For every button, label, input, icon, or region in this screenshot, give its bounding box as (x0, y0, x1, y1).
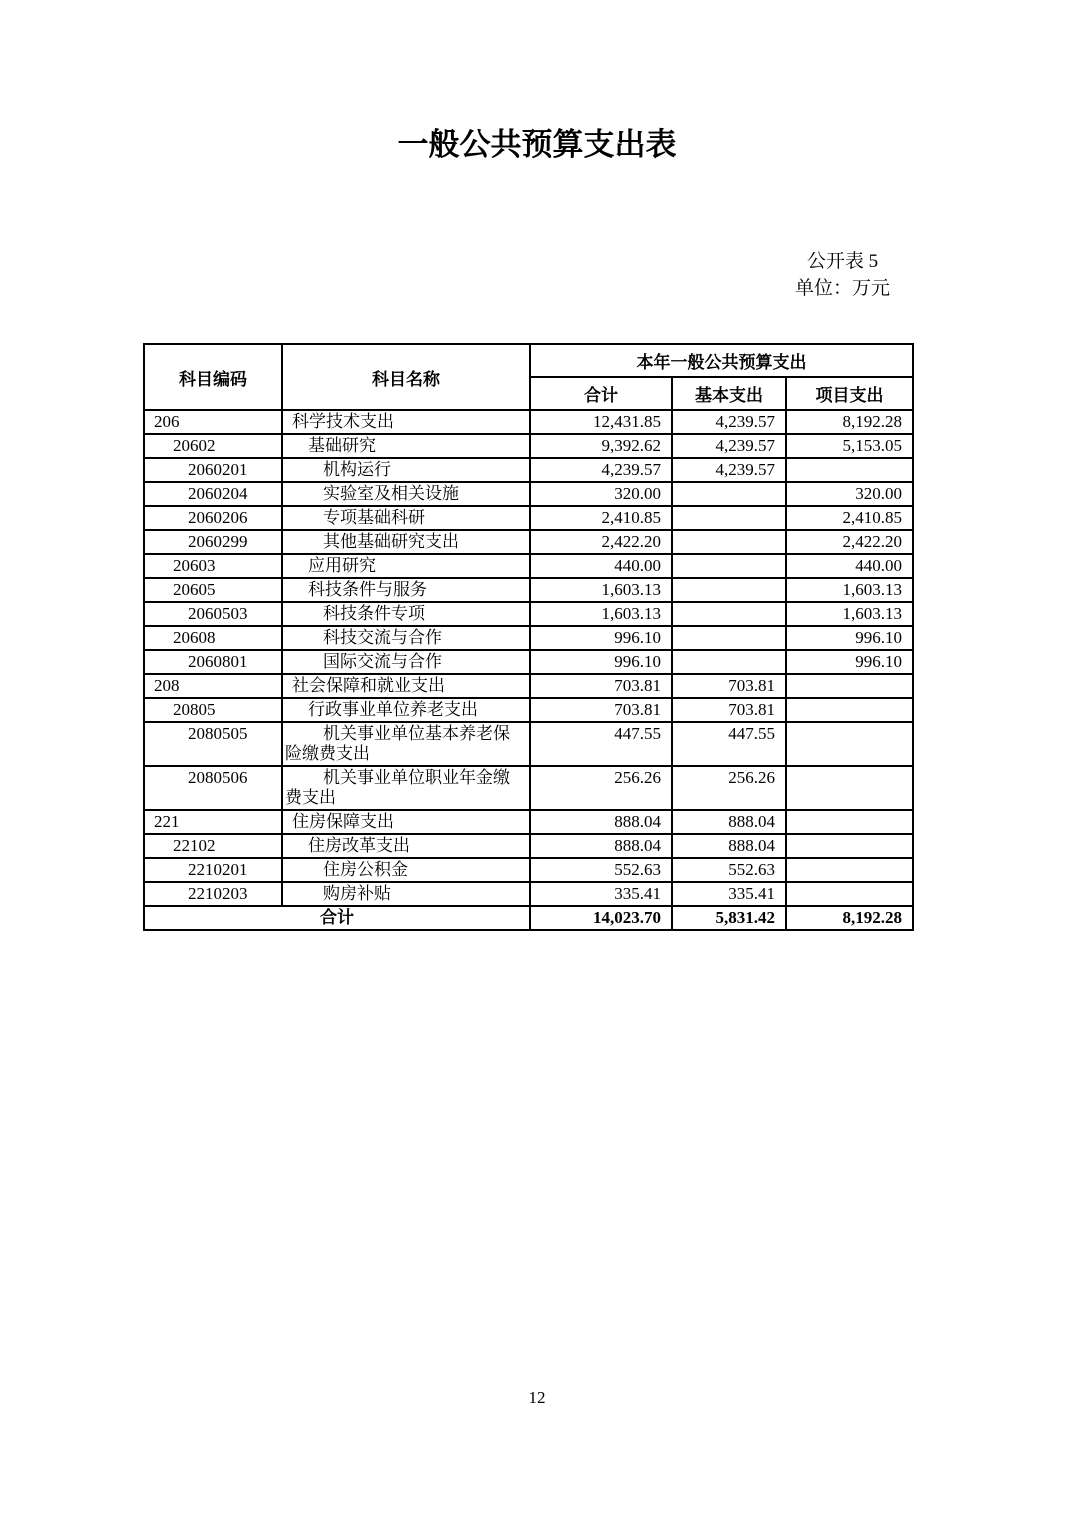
grand-project-cell: 8,192.28 (786, 906, 913, 930)
table-row (144, 578, 913, 602)
subject-name-cell: 机构运行 (282, 458, 530, 482)
table-row (144, 650, 913, 674)
subject-code-cell: 221 (144, 810, 282, 834)
basic-value-cell (672, 626, 786, 650)
table-row (144, 410, 913, 434)
page-number: 12 (528, 1388, 546, 1407)
total-label-cell: 合计 (144, 906, 530, 930)
total-value-cell: 996.10 (530, 626, 672, 650)
table-row (144, 858, 913, 882)
subject-code-cell: 208 (144, 674, 282, 698)
total-value-cell: 888.04 (530, 834, 672, 858)
grand-basic-cell: 5,831.42 (672, 906, 786, 930)
project-value-cell (786, 858, 913, 882)
col-header-group: 本年一般公共预算支出 (530, 344, 913, 377)
project-value-cell: 8,192.28 (786, 410, 913, 434)
project-value-cell: 1,603.13 (786, 578, 913, 602)
basic-value-cell (672, 554, 786, 578)
subject-name-cell: 应用研究 (282, 554, 530, 578)
subject-name-cell: 机关事业单位基本养老保险缴费支出 (282, 722, 530, 766)
total-value-cell: 552.63 (530, 858, 672, 882)
total-value-cell: 440.00 (530, 554, 672, 578)
unit-label: 单位：万元 (794, 278, 890, 299)
subject-name-cell: 科学技术支出 (282, 410, 530, 434)
budget-table (143, 343, 914, 931)
table-body (144, 410, 913, 930)
total-value-cell: 2,410.85 (530, 506, 672, 530)
subject-code-cell: 2210203 (144, 882, 282, 906)
table-header (144, 344, 913, 410)
project-value-cell: 5,153.05 (786, 434, 913, 458)
subject-name-cell: 基础研究 (282, 434, 530, 458)
subject-code-cell: 2060201 (144, 458, 282, 482)
table-total-row (144, 906, 913, 930)
subject-code-cell: 2210201 (144, 858, 282, 882)
subject-code-cell: 2060503 (144, 602, 282, 626)
project-value-cell (786, 810, 913, 834)
page-title: 一般公共预算支出表 (397, 127, 677, 162)
sheet-label: 公开表 5 (806, 251, 879, 272)
project-value-cell: 2,410.85 (786, 506, 913, 530)
total-value-cell: 12,431.85 (530, 410, 672, 434)
subject-code-cell: 20602 (144, 434, 282, 458)
basic-value-cell: 888.04 (672, 834, 786, 858)
total-value-cell: 320.00 (530, 482, 672, 506)
total-value-cell: 703.81 (530, 674, 672, 698)
basic-value-cell (672, 602, 786, 626)
grand-total-cell: 14,023.70 (530, 906, 672, 930)
basic-value-cell: 552.63 (672, 858, 786, 882)
subject-code-cell: 20608 (144, 626, 282, 650)
subject-code-cell: 2060204 (144, 482, 282, 506)
subject-name-cell: 机关事业单位职业年金缴费支出 (282, 766, 530, 810)
project-value-cell: 320.00 (786, 482, 913, 506)
project-value-cell (786, 766, 913, 810)
project-value-cell (786, 698, 913, 722)
col-header-project: 项目支出 (786, 377, 913, 410)
project-value-cell (786, 882, 913, 906)
basic-value-cell (672, 650, 786, 674)
total-value-cell: 703.81 (530, 698, 672, 722)
col-header-basic: 基本支出 (672, 377, 786, 410)
project-value-cell: 996.10 (786, 650, 913, 674)
table-row (144, 530, 913, 554)
subject-code-cell: 2060299 (144, 530, 282, 554)
subject-code-cell: 2060801 (144, 650, 282, 674)
basic-value-cell: 335.41 (672, 882, 786, 906)
project-value-cell (786, 674, 913, 698)
project-value-cell: 996.10 (786, 626, 913, 650)
total-value-cell: 1,603.13 (530, 602, 672, 626)
table-row (144, 434, 913, 458)
basic-value-cell: 4,239.57 (672, 458, 786, 482)
basic-value-cell: 703.81 (672, 698, 786, 722)
project-value-cell (786, 834, 913, 858)
table-row (144, 766, 913, 810)
table-row (144, 810, 913, 834)
subject-code-cell: 20603 (144, 554, 282, 578)
basic-value-cell: 888.04 (672, 810, 786, 834)
table-row (144, 506, 913, 530)
project-value-cell: 2,422.20 (786, 530, 913, 554)
subject-name-cell: 购房补贴 (282, 882, 530, 906)
table-row (144, 458, 913, 482)
total-value-cell: 335.41 (530, 882, 672, 906)
subject-name-cell: 住房改革支出 (282, 834, 530, 858)
project-value-cell (786, 722, 913, 766)
subject-code-cell: 2080505 (144, 722, 282, 766)
subject-code-cell: 22102 (144, 834, 282, 858)
subject-name-cell: 科技条件与服务 (282, 578, 530, 602)
table-row (144, 698, 913, 722)
basic-value-cell: 256.26 (672, 766, 786, 810)
table-row (144, 882, 913, 906)
total-value-cell: 9,392.62 (530, 434, 672, 458)
total-value-cell: 256.26 (530, 766, 672, 810)
basic-value-cell: 4,239.57 (672, 410, 786, 434)
basic-value-cell: 703.81 (672, 674, 786, 698)
col-header-subject-code: 科目编码 (144, 344, 282, 410)
project-value-cell: 1,603.13 (786, 602, 913, 626)
subject-name-cell: 住房保障支出 (282, 810, 530, 834)
table-row (144, 554, 913, 578)
subject-name-cell: 行政事业单位养老支出 (282, 698, 530, 722)
subject-name-cell: 社会保障和就业支出 (282, 674, 530, 698)
total-value-cell: 888.04 (530, 810, 672, 834)
table-row (144, 626, 913, 650)
total-value-cell: 4,239.57 (530, 458, 672, 482)
basic-value-cell (672, 578, 786, 602)
subject-name-cell: 科技条件专项 (282, 602, 530, 626)
table-row (144, 722, 913, 766)
basic-value-cell (672, 482, 786, 506)
subject-name-cell: 科技交流与合作 (282, 626, 530, 650)
table-row (144, 602, 913, 626)
subject-code-cell: 20805 (144, 698, 282, 722)
basic-value-cell (672, 506, 786, 530)
subject-code-cell: 2080506 (144, 766, 282, 810)
subject-code-cell: 2060206 (144, 506, 282, 530)
total-value-cell: 2,422.20 (530, 530, 672, 554)
subject-name-cell: 住房公积金 (282, 858, 530, 882)
basic-value-cell: 4,239.57 (672, 434, 786, 458)
total-value-cell: 1,603.13 (530, 578, 672, 602)
basic-value-cell (672, 530, 786, 554)
subject-name-cell: 专项基础科研 (282, 506, 530, 530)
total-value-cell: 447.55 (530, 722, 672, 766)
subject-name-cell: 实验室及相关设施 (282, 482, 530, 506)
subject-name-cell: 国际交流与合作 (282, 650, 530, 674)
subject-name-cell: 其他基础研究支出 (282, 530, 530, 554)
subject-code-cell: 206 (144, 410, 282, 434)
table-meta (795, 248, 890, 302)
header-row-1 (144, 344, 913, 377)
basic-value-cell: 447.55 (672, 722, 786, 766)
table-row (144, 834, 913, 858)
table-row (144, 482, 913, 506)
subject-code-cell: 20605 (144, 578, 282, 602)
table-row (144, 674, 913, 698)
col-header-total: 合计 (530, 377, 672, 410)
project-value-cell: 440.00 (786, 554, 913, 578)
total-value-cell: 996.10 (530, 650, 672, 674)
project-value-cell (786, 458, 913, 482)
col-header-subject-name: 科目名称 (282, 344, 530, 410)
